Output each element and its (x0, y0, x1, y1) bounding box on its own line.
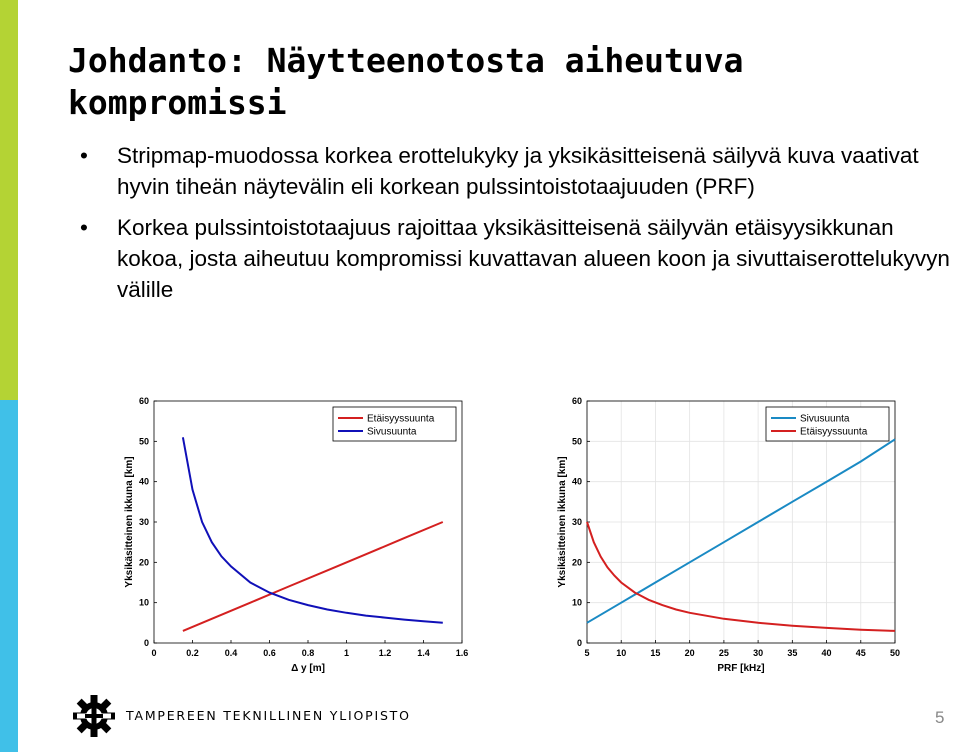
y-tick-label: 60 (138, 396, 149, 406)
page-number: 5 (935, 708, 945, 727)
x-tick-label: 0.8 (301, 648, 315, 658)
legend-label: Etäisyyssuunta (367, 413, 435, 425)
x-tick-label: 1 (343, 648, 350, 658)
x-tick-label: 1.4 (417, 648, 430, 658)
series-line-2 (183, 437, 443, 623)
bullet-dot-icon: • (80, 143, 88, 168)
y-tick-label: 40 (571, 476, 582, 487)
y-tick-label: 20 (138, 557, 149, 568)
x-tick-label: 30 (753, 648, 764, 658)
x-tick-label: 0.6 (263, 648, 276, 658)
x-tick-label: 50 (889, 648, 901, 658)
y-axis-label: Yksikäsitteinen ikkuna [km] (124, 456, 135, 588)
university-logo-icon (72, 694, 116, 738)
series-line-1 (183, 522, 443, 631)
x-tick-label: 1.2 (378, 648, 392, 658)
x-tick-label: 1.6 (455, 648, 469, 658)
bullet-list (80, 140, 955, 315)
x-tick-label: 0 (151, 648, 157, 658)
x-axis-label: Δ y [m] (291, 663, 325, 674)
slide-title: Johdanto: Näytteenotosta aiheutuva kompromissi (68, 41, 744, 122)
y-tick-label: 0 (143, 638, 149, 648)
university-name: TAMPEREEN TEKNILLINEN YLIOPISTO (126, 708, 411, 723)
y-tick-label: 60 (571, 396, 582, 406)
x-tick-label: 25 (718, 648, 729, 658)
legend-label: Etäisyyssuunta (800, 426, 868, 438)
legend-label: Sivusuunta (367, 426, 417, 438)
legend-label: Sivusuunta (800, 413, 850, 425)
chart-window-vs-resolution (120, 393, 470, 680)
y-tick-label: 30 (571, 517, 582, 527)
y-tick-label: 50 (571, 436, 582, 447)
y-tick-label: 50 (138, 436, 149, 447)
bullet-item (80, 212, 955, 305)
bullet-item (80, 140, 955, 202)
x-tick-label: 20 (684, 648, 695, 658)
y-tick-label: 10 (571, 597, 582, 608)
x-tick-label: 40 (821, 648, 832, 658)
bullet-text: Stripmap-muodossa korkea erottelukyky ja yksikäsitteisenä säilyvä kuva vaativat hyvin tiheän näytevälin eli korkean pulssintoistotaajuuden (PRF) (117, 143, 919, 199)
y-tick-label: 30 (138, 517, 149, 527)
bullet-dot-icon: • (80, 215, 88, 240)
series-line-1 (587, 439, 895, 623)
x-tick-label: 5 (584, 648, 590, 658)
x-tick-label: 45 (855, 648, 866, 658)
y-axis-label: Yksikäsitteinen ikkuna [km] (557, 456, 568, 588)
chart-window-vs-prf (553, 393, 903, 680)
y-tick-label: 20 (571, 557, 582, 568)
x-tick-label: 0.2 (186, 648, 199, 658)
y-tick-label: 40 (138, 476, 149, 487)
y-tick-label: 0 (576, 638, 582, 648)
x-tick-label: 0.4 (224, 648, 238, 658)
x-tick-label: 35 (787, 648, 798, 658)
y-tick-label: 10 (138, 597, 149, 608)
series-line-2 (587, 522, 895, 631)
side-stripe (0, 0, 18, 752)
side-stripe-cyan (0, 400, 18, 752)
x-tick-label: 15 (650, 648, 661, 658)
x-axis-label: PRF [kHz] (717, 663, 765, 674)
side-stripe-green (0, 0, 18, 400)
bullet-text: Korkea pulssintoistotaajuus rajoittaa yksikäsitteisenä säilyvän etäisyysikkunan kokoa, josta aiheutuu kompromissi kuvattavan alueen koon ja sivuttaiserottelukyvyn välille (117, 215, 950, 302)
x-tick-label: 10 (616, 648, 627, 658)
